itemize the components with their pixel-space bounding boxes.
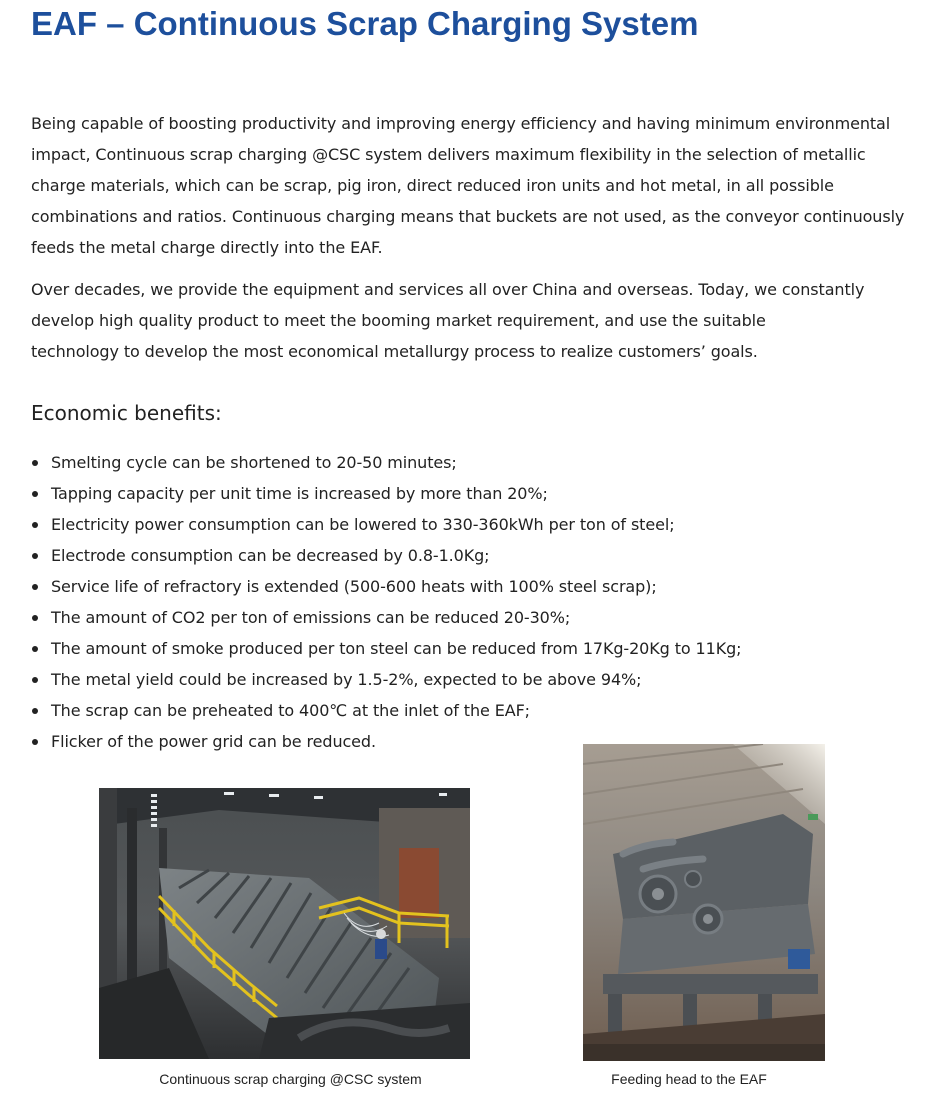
benefits-heading: Economic benefits:	[31, 401, 222, 425]
benefit-text: The metal yield could be increased by 1.5-2%, expected to be above 94%;	[51, 670, 642, 689]
bullet-icon	[32, 553, 38, 559]
benefit-text: Tapping capacity per unit time is increased by more than 20%;	[51, 484, 548, 503]
bullet-icon	[32, 491, 38, 497]
intro-paragraph-1-line: Being capable of boosting productivity and improving energy efficiency and having minimum environmental	[31, 114, 891, 133]
benefit-item	[31, 447, 741, 478]
intro-paragraph-1-line: feeds the metal charge directly into the EAF.	[31, 238, 383, 257]
bullet-icon	[32, 677, 38, 683]
bullet-icon	[32, 646, 38, 652]
benefit-item	[31, 664, 741, 695]
benefit-item	[31, 695, 741, 726]
benefit-text: The amount of CO2 per ton of emissions can be reduced 20-30%;	[51, 608, 571, 627]
intro-paragraph-2	[31, 274, 921, 367]
benefit-item	[31, 478, 741, 509]
feeding-head-photo	[583, 744, 825, 1061]
bullet-icon	[32, 739, 38, 745]
benefit-item	[31, 540, 741, 571]
intro-paragraph-1-line: charge materials, which can be scrap, pig iron, direct reduced iron units and hot metal, in all possible	[31, 176, 834, 195]
benefit-item	[31, 633, 741, 664]
benefit-item	[31, 509, 741, 540]
csc-system-photo	[99, 788, 470, 1059]
csc-system-caption: Continuous scrap charging @CSC system	[159, 1071, 422, 1087]
benefit-text: Smelting cycle can be shortened to 20-50 minutes;	[51, 453, 457, 472]
page-title: EAF – Continuous Scrap Charging System	[31, 5, 699, 42]
benefit-text: Electrode consumption can be decreased by 0.8-1.0Kg;	[51, 546, 490, 565]
benefit-item	[31, 602, 741, 633]
intro-paragraph-2-line: develop high quality product to meet the booming market requirement, and use the suitable	[31, 311, 766, 330]
bullet-icon	[32, 584, 38, 590]
intro-paragraph-2-line: Over decades, we provide the equipment and services all over China and overseas. Today, we constantly	[31, 280, 865, 299]
intro-paragraph-1-line: impact, Continuous scrap charging @CSC system delivers maximum flexibility in the selection of metallic	[31, 145, 866, 164]
feeding-head-caption: Feeding head to the EAF	[611, 1071, 767, 1087]
benefit-text: Service life of refractory is extended (500-600 heats with 100% steel scrap);	[51, 577, 657, 596]
intro-paragraph-1	[31, 108, 921, 263]
bullet-icon	[32, 460, 38, 466]
intro-paragraph-2-line: technology to develop the most economical metallurgy process to realize customers’ goals.	[31, 342, 758, 361]
bullet-icon	[32, 708, 38, 714]
benefits-list	[31, 447, 741, 757]
benefit-text: The amount of smoke produced per ton steel can be reduced from 17Kg-20Kg to 11Kg;	[51, 639, 742, 658]
bullet-icon	[32, 522, 38, 528]
benefit-text: Flicker of the power grid can be reduced.	[51, 732, 376, 751]
bullet-icon	[32, 615, 38, 621]
intro-paragraph-1-line: combinations and ratios. Continuous charging means that buckets are not used, as the conveyor continuously	[31, 207, 905, 226]
benefit-text: The scrap can be preheated to 400℃ at the inlet of the EAF;	[51, 701, 530, 720]
benefit-item	[31, 571, 741, 602]
benefit-text: Electricity power consumption can be lowered to 330-360kWh per ton of steel;	[51, 515, 675, 534]
